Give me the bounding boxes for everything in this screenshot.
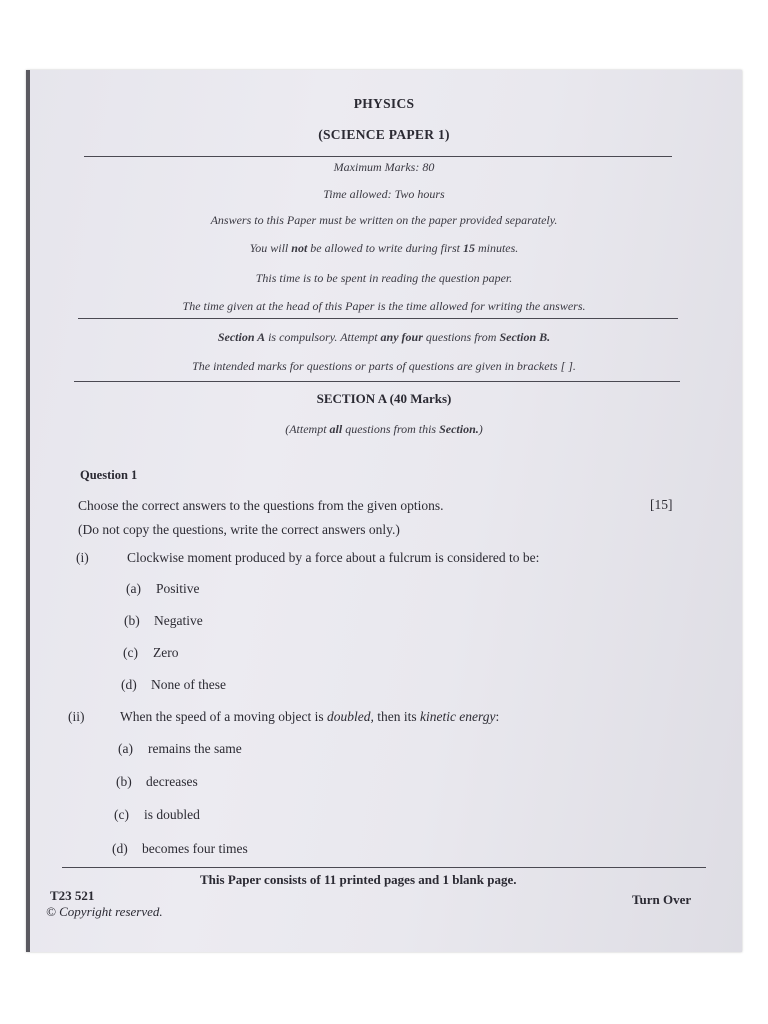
section-title: SECTION A (40 Marks)	[316, 391, 452, 406]
instruction-reading-time: You will not be allowed to write during first 15 minutes.	[249, 241, 519, 255]
question-marks: [15]	[650, 497, 673, 512]
question-label: Question 1	[80, 468, 138, 482]
option-a: (a) Positive	[126, 581, 200, 596]
header-divider	[84, 156, 672, 157]
footer-divider	[62, 867, 706, 868]
option-a: (a) remains the same	[118, 741, 242, 756]
time-allowed: Time allowed: Two hours	[323, 187, 445, 201]
subject-title: PHYSICS	[353, 96, 415, 111]
instruction-sections: Section A is compulsory. Attempt any four questions from Section B.	[217, 330, 551, 344]
page-count-note: This Paper consists of 11 printed pages and 1 blank page.	[200, 872, 517, 887]
paper-code: T23 521	[50, 888, 95, 903]
item-text: When the speed of a moving object is doubled, then its kinetic energy:	[120, 709, 500, 724]
copyright-notice: © Copyright reserved.	[46, 904, 163, 919]
exam-paper-sheet	[26, 70, 742, 952]
option-c: (c) Zero	[123, 645, 179, 660]
turn-over-label: Turn Over	[632, 892, 692, 907]
paper-title: (SCIENCE PAPER 1)	[318, 127, 450, 142]
instruction-answers: Answers to this Paper must be written on the paper provided separately.	[210, 213, 558, 227]
section-note: (Attempt all questions from this Section.)	[285, 422, 483, 436]
item-text: Clockwise moment produced by a force about a fulcrum is considered to be:	[127, 550, 540, 565]
item-number: (i)	[76, 550, 89, 565]
option-b: (b) decreases	[116, 774, 198, 789]
option-c: (c) is doubled	[114, 807, 200, 822]
instruction-reading-purpose: This time is to be spent in reading the question paper.	[255, 271, 513, 285]
option-d: (d) becomes four times	[112, 841, 248, 856]
section-divider	[74, 381, 680, 382]
instructions-divider	[78, 318, 678, 319]
option-d: (d) None of these	[121, 677, 226, 692]
question-note: (Do not copy the questions, write the correct answers only.)	[78, 522, 400, 537]
instruction-marks: The intended marks for questions or parts of questions are given in brackets [ ].	[192, 359, 576, 373]
max-marks: Maximum Marks: 80	[333, 160, 435, 174]
question-intro: Choose the correct answers to the questions from the given options.	[78, 498, 444, 513]
option-b: (b) Negative	[124, 613, 203, 628]
instruction-writing-time: The time given at the head of this Paper is the time allowed for writing the answers.	[182, 299, 586, 313]
item-number: (ii)	[68, 709, 85, 724]
